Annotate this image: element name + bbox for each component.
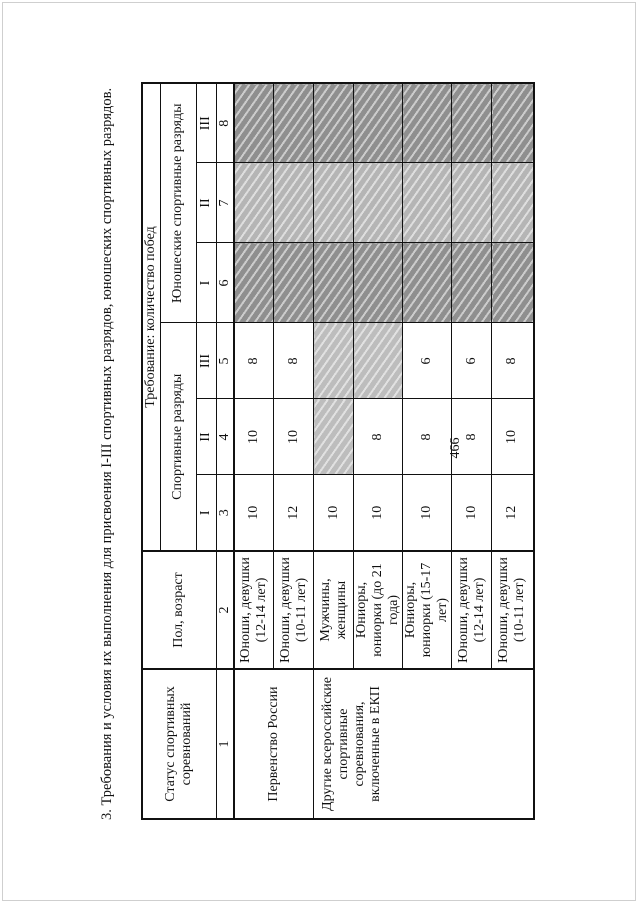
table-row xyxy=(234,83,274,819)
column-number: 6 xyxy=(216,243,234,323)
youth-rank-1-cell xyxy=(492,243,534,323)
gender-age-cell: Мужчины, женщины xyxy=(314,551,354,669)
column-number: 2 xyxy=(216,551,234,669)
sport-rank-1-cell: 12 xyxy=(492,475,534,551)
sport-rank-1-cell: 12 xyxy=(274,475,314,551)
header-gender-age: Пол, возраст xyxy=(142,551,216,669)
sport-rank-3-cell: 8 xyxy=(274,323,314,399)
table-row xyxy=(314,83,354,819)
sport-rank-1-cell: 10 xyxy=(234,475,274,551)
sport-rank-2-cell xyxy=(314,399,354,475)
sport-rank-2-cell: 10 xyxy=(492,399,534,475)
youth-rank-2-cell xyxy=(274,163,314,243)
header-youth-rank-1: I xyxy=(196,243,216,323)
header-requirement: Требование: количество побед xyxy=(142,83,160,551)
youth-rank-3-cell xyxy=(452,83,492,163)
header-sport-rank-3: III xyxy=(196,323,216,399)
youth-rank-1-cell xyxy=(274,243,314,323)
youth-rank-1-cell xyxy=(234,243,274,323)
youth-rank-3-cell xyxy=(403,83,452,163)
intro-paragraph: 3. Требования и условия их выполнения для присвоения I-III спортивных разрядов, юношеских спортивных разрядов. xyxy=(99,87,115,820)
sport-rank-3-cell: 8 xyxy=(234,323,274,399)
youth-rank-3-cell xyxy=(274,83,314,163)
gender-age-cell: Юниоры, юниорки (15-17 лет) xyxy=(403,551,452,669)
youth-rank-3-cell xyxy=(354,83,403,163)
status-cell: Другие всероссийские спортивные соревнования, включенные в ЕКП xyxy=(314,669,534,819)
sport-rank-3-cell xyxy=(354,323,403,399)
sport-rank-1-cell: 10 xyxy=(354,475,403,551)
sport-rank-1-cell: 10 xyxy=(452,475,492,551)
gender-age-cell: Юноши, девушки (10-11 лет) xyxy=(274,551,314,669)
gender-age-cell: Юноши, девушки (12-14 лет) xyxy=(452,551,492,669)
youth-rank-2-cell xyxy=(403,163,452,243)
youth-rank-1-cell xyxy=(452,243,492,323)
column-number: 8 xyxy=(216,83,234,163)
youth-rank-2-cell xyxy=(234,163,274,243)
sport-rank-2-cell: 8 xyxy=(452,399,492,475)
header-status: Статус спортивных соревнований xyxy=(142,669,216,819)
youth-rank-1-cell xyxy=(403,243,452,323)
status-cell: Первенство России xyxy=(234,669,314,819)
sport-rank-3-cell: 6 xyxy=(452,323,492,399)
header-sport-rank-1: I xyxy=(196,475,216,551)
sport-rank-2-cell: 8 xyxy=(354,399,403,475)
page-number: 466 xyxy=(448,437,463,459)
header-sport-rank-2: II xyxy=(196,399,216,475)
header-youth-rank-2: II xyxy=(196,163,216,243)
header-sport-ranks: Спортивные разряды xyxy=(160,323,196,551)
column-number: 7 xyxy=(216,163,234,243)
youth-rank-1-cell xyxy=(354,243,403,323)
column-number: 3 xyxy=(216,475,234,551)
sport-rank-2-cell: 8 xyxy=(403,399,452,475)
youth-rank-2-cell xyxy=(492,163,534,243)
column-number: 1 xyxy=(216,669,234,819)
youth-rank-3-cell xyxy=(234,83,274,163)
youth-rank-3-cell xyxy=(492,83,534,163)
sport-rank-3-cell xyxy=(314,323,354,399)
sport-rank-3-cell: 6 xyxy=(403,323,452,399)
youth-rank-2-cell xyxy=(314,163,354,243)
gender-age-cell: Юноши, девушки (12-14 лет) xyxy=(234,551,274,669)
sport-rank-1-cell: 10 xyxy=(314,475,354,551)
youth-rank-2-cell xyxy=(354,163,403,243)
header-youth-ranks: Юношеские спортивные разряды xyxy=(160,83,196,323)
youth-rank-1-cell xyxy=(314,243,354,323)
requirements-table xyxy=(141,82,535,820)
sport-rank-1-cell: 10 xyxy=(403,475,452,551)
gender-age-cell: Юниоры, юниорки (до 21 года) xyxy=(354,551,403,669)
rotated-content xyxy=(99,84,541,820)
column-number: 5 xyxy=(216,323,234,399)
column-number: 4 xyxy=(216,399,234,475)
header-youth-rank-3: III xyxy=(196,83,216,163)
sport-rank-2-cell: 10 xyxy=(274,399,314,475)
youth-rank-3-cell xyxy=(314,83,354,163)
sport-rank-2-cell: 10 xyxy=(234,399,274,475)
gender-age-cell: Юноши, девушки (10-11 лет) xyxy=(492,551,534,669)
youth-rank-2-cell xyxy=(452,163,492,243)
sport-rank-3-cell: 8 xyxy=(492,323,534,399)
